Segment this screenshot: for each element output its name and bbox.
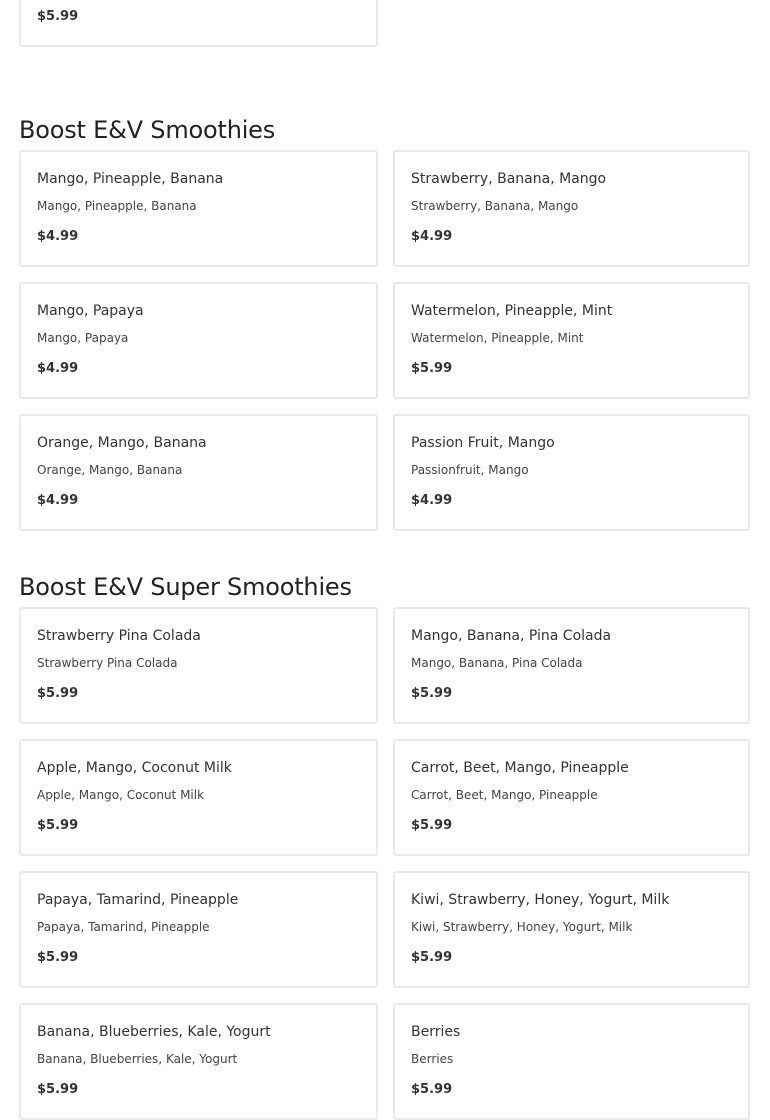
menu-item-grid — [19, 150, 751, 531]
menu-item-card[interactable] — [19, 1003, 378, 1120]
item-name: Berries — [411, 1024, 461, 1040]
item-name: Kiwi, Strawberry, Honey, Yogurt, Milk — [411, 892, 670, 908]
item-description: Mango, Banana, Pina Colada — [411, 656, 583, 670]
item-description: Strawberry, Banana, Mango — [411, 199, 579, 213]
item-price: $5.99 — [37, 1082, 79, 1097]
item-price: $5.99 — [411, 1082, 453, 1097]
item-name: Banana, Blueberries, Kale, Yogurt — [37, 1024, 271, 1040]
item-name: Mango, Pineapple, Banana — [37, 171, 224, 187]
item-price: $5.99 — [37, 950, 79, 965]
menu-item-grid — [19, 607, 751, 1120]
item-price: $5.99 — [37, 818, 79, 833]
menu-section-super-smoothies — [0, 567, 770, 1120]
item-price: $5.99 — [411, 818, 453, 833]
item-name: Strawberry Pina Colada — [37, 628, 201, 644]
item-price: $4.99 — [37, 229, 79, 244]
menu-item-card[interactable] — [19, 282, 378, 399]
item-price: $5.99 — [411, 686, 453, 701]
item-description: Apple, Mango, Coconut Milk — [37, 788, 205, 802]
menu-item-card[interactable] — [19, 414, 378, 531]
item-description: Carrot, Beet, Mango, Pineapple — [411, 788, 598, 802]
item-description: Berries — [411, 1052, 454, 1066]
item-name: Apple, Mango, Coconut Milk — [37, 760, 232, 776]
item-price: $5.99 — [37, 9, 79, 24]
menu-item-card[interactable] — [19, 871, 378, 988]
item-price: $4.99 — [411, 229, 453, 244]
menu-item-card[interactable] — [393, 607, 750, 724]
menu-item-card[interactable] — [393, 414, 750, 531]
item-price: $4.99 — [411, 493, 453, 508]
item-price: $4.99 — [37, 361, 79, 376]
item-description: Kiwi, Strawberry, Honey, Yogurt, Milk — [411, 920, 633, 934]
menu-item-card[interactable] — [393, 739, 750, 856]
item-description: Strawberry Pina Colada — [37, 656, 178, 670]
section-title: Boost E&V Super Smoothies — [19, 573, 352, 601]
menu-item-card[interactable] — [393, 1003, 750, 1120]
item-name: Mango, Banana, Pina Colada — [411, 628, 612, 644]
item-description: Mango, Pineapple, Banana — [37, 199, 197, 213]
item-name: Orange, Mango, Banana — [37, 435, 207, 451]
item-description: Papaya, Tamarind, Pineapple — [37, 920, 210, 934]
menu-section-smoothies — [0, 110, 770, 531]
item-name: Mango, Papaya — [37, 303, 144, 319]
item-description: Watermelon, Pineapple, Mint — [411, 331, 584, 345]
menu-item-card[interactable] — [19, 739, 378, 856]
item-name: Passion Fruit, Mango — [411, 435, 555, 451]
item-name: Carrot, Beet, Mango, Pineapple — [411, 760, 629, 776]
menu-item-card[interactable] — [393, 871, 750, 988]
item-description: Banana, Blueberries, Kale, Yogurt — [37, 1052, 238, 1066]
item-price: $5.99 — [411, 950, 453, 965]
previous-section-tail — [0, 0, 770, 47]
item-name: Strawberry, Banana, Mango — [411, 171, 607, 187]
menu-item-card[interactable] — [19, 0, 378, 47]
item-price: $5.99 — [37, 686, 79, 701]
menu-item-card[interactable] — [393, 150, 750, 267]
item-description: Orange, Mango, Banana — [37, 463, 183, 477]
item-description: Passionfruit, Mango — [411, 463, 529, 477]
menu-item-card[interactable] — [19, 150, 378, 267]
menu-item-card[interactable] — [393, 282, 750, 399]
item-price: $5.99 — [411, 361, 453, 376]
item-name: Papaya, Tamarind, Pineapple — [37, 892, 239, 908]
item-name: Watermelon, Pineapple, Mint — [411, 303, 613, 319]
item-price: $4.99 — [37, 493, 79, 508]
section-title: Boost E&V Smoothies — [19, 116, 276, 144]
menu-item-card[interactable] — [19, 607, 378, 724]
item-description: Mango, Papaya — [37, 331, 129, 345]
